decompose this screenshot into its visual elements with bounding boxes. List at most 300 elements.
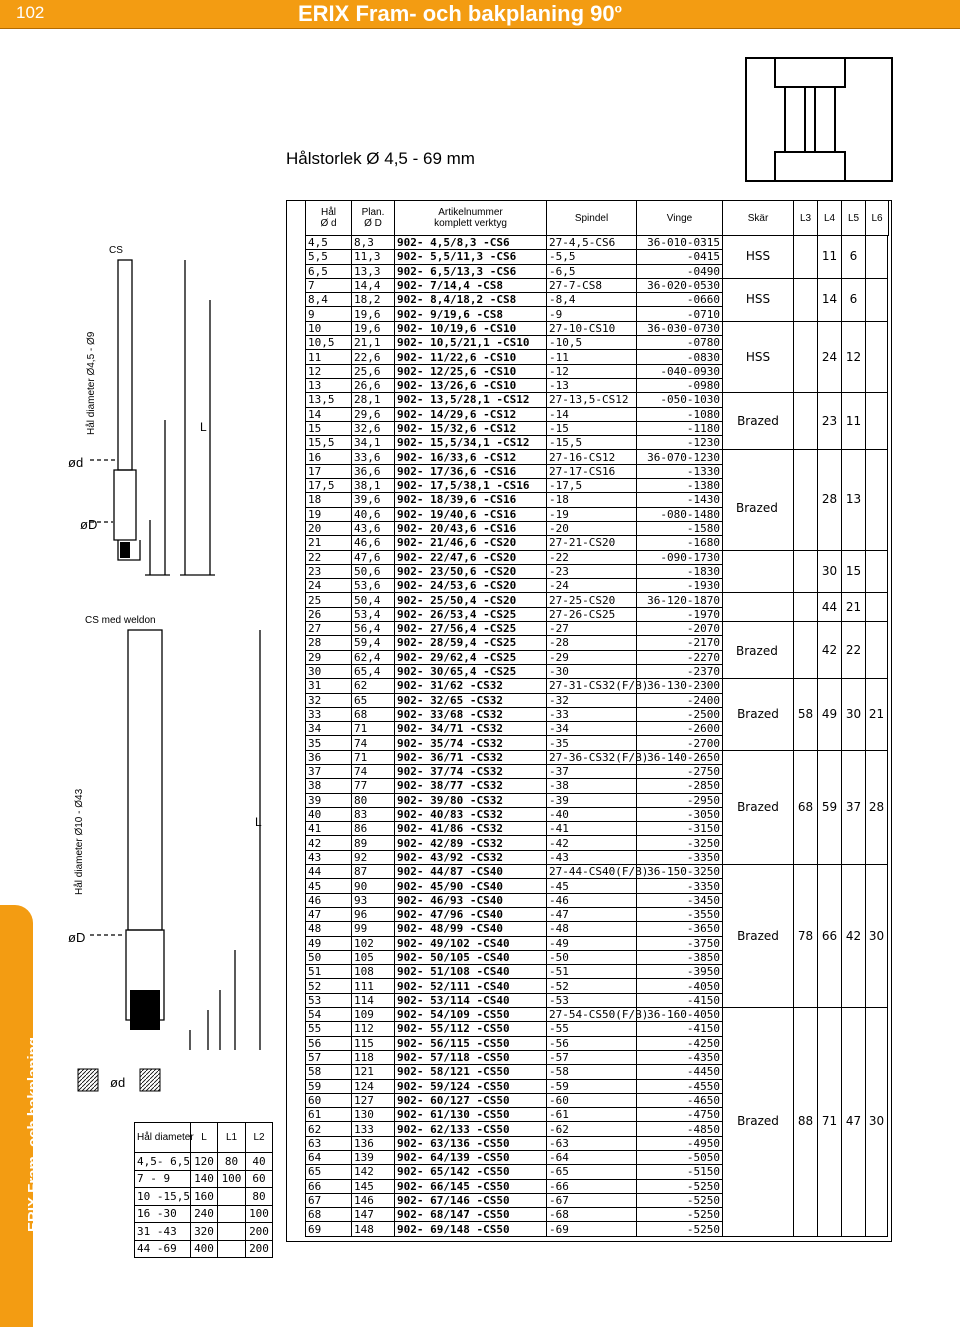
article-number-cell: 902- 31/62 -CS32	[395, 679, 547, 693]
hole-diameter-cell: 13,5	[306, 393, 352, 407]
page-number: 102	[16, 3, 45, 22]
article-table	[305, 235, 888, 1237]
label-od-2: ød	[110, 1075, 126, 1090]
vinge-cell: -1680	[637, 536, 723, 550]
l6-cell	[866, 550, 888, 593]
plan-diameter-cell: 133	[352, 1122, 395, 1136]
header-hal: Hål Ø d	[306, 201, 352, 235]
spindel-cell: -33	[547, 707, 637, 721]
hole-diameter-cell: 12	[306, 364, 352, 378]
length-cell: 160	[191, 1188, 218, 1206]
article-number-cell: 902- 20/43,6 -CS16	[395, 521, 547, 535]
bore-section-drawing	[78, 1067, 164, 1098]
hole-diameter-cell: 6,5	[306, 264, 352, 278]
spindel-cell: 27-13,5-CS12	[547, 393, 637, 407]
main-table-header	[305, 200, 889, 236]
spindel-cell: -18	[547, 493, 637, 507]
plan-diameter-cell: 96	[352, 907, 395, 921]
article-number-cell: 902- 13,5/28,1 -CS12	[395, 393, 547, 407]
header-l3: L3	[794, 201, 818, 235]
spindel-cell: -34	[547, 722, 637, 736]
vinge-cell: -2600	[637, 722, 723, 736]
hole-diameter-cell: 32	[306, 693, 352, 707]
article-number-cell: 902- 38/77 -CS32	[395, 779, 547, 793]
hole-diameter-cell: 28	[306, 636, 352, 650]
article-number-cell: 902- 10/19,6 -CS10	[395, 321, 547, 335]
hole-diameter-cell: 44	[306, 865, 352, 879]
spindel-cell: 27-26-CS25	[547, 607, 637, 621]
plan-diameter-cell: 65,4	[352, 664, 395, 678]
vinge-cell: -4150	[637, 993, 723, 1007]
l3-cell	[794, 236, 818, 279]
skar-cell: HSS	[723, 321, 794, 392]
vinge-cell: 36-120-1870	[637, 593, 723, 607]
article-number-cell: 902- 67/146 -CS50	[395, 1193, 547, 1207]
plan-diameter-cell: 71	[352, 750, 395, 764]
l4-cell: 14	[818, 278, 842, 321]
length-cell: 40	[246, 1153, 273, 1171]
vinge-cell: -1380	[637, 479, 723, 493]
label-cs: CS	[109, 245, 123, 256]
article-number-cell: 902- 68/147 -CS50	[395, 1208, 547, 1222]
plan-diameter-cell: 136	[352, 1136, 395, 1150]
length-cell: 140	[191, 1170, 218, 1188]
l5-cell: 6	[842, 278, 866, 321]
hole-diameter-cell: 19	[306, 507, 352, 521]
l4-cell: 71	[818, 1008, 842, 1237]
plan-diameter-cell: 53,4	[352, 607, 395, 621]
size-range-title: Hålstorlek Ø 4,5 - 69 mm	[286, 149, 475, 168]
plan-diameter-cell: 53,6	[352, 579, 395, 593]
article-number-cell: 902- 36/71 -CS32	[395, 750, 547, 764]
table-row	[135, 1223, 273, 1241]
spindel-cell: -29	[547, 650, 637, 664]
hole-diameter-cell: 35	[306, 736, 352, 750]
article-number-cell: 902- 12/25,6 -CS10	[395, 364, 547, 378]
spindel-cell: -65	[547, 1165, 637, 1179]
skar-cell: Brazed	[723, 393, 794, 450]
l6-cell	[866, 278, 888, 321]
vinge-cell: -4850	[637, 1122, 723, 1136]
hole-diameter-cell: 65	[306, 1165, 352, 1179]
article-number-cell: 902- 33/68 -CS32	[395, 707, 547, 721]
spindel-cell: -10,5	[547, 336, 637, 350]
plan-diameter-cell: 21,1	[352, 336, 395, 350]
hole-diameter-cell: 49	[306, 936, 352, 950]
plan-diameter-cell: 13,3	[352, 264, 395, 278]
hole-diameter-cell: 40	[306, 807, 352, 821]
vinge-cell: -4950	[637, 1136, 723, 1150]
vinge-cell: -3350	[637, 879, 723, 893]
plan-diameter-cell: 127	[352, 1093, 395, 1107]
article-number-cell: 902- 18/39,6 -CS16	[395, 493, 547, 507]
spindel-cell: -6,5	[547, 264, 637, 278]
hole-diameter-cell: 29	[306, 650, 352, 664]
article-number-cell: 902- 50/105 -CS40	[395, 950, 547, 964]
vinge-cell: -0660	[637, 293, 723, 307]
spindel-cell: -60	[547, 1093, 637, 1107]
l3-cell	[794, 393, 818, 450]
l3-cell	[794, 550, 818, 593]
length-cell: 200	[246, 1240, 273, 1258]
length-cell: 60	[246, 1170, 273, 1188]
l5-cell: 30	[842, 679, 866, 750]
hole-diameter-cell: 15	[306, 421, 352, 435]
vinge-cell: -4450	[637, 1065, 723, 1079]
article-number-cell: 902- 30/65,4 -CS25	[395, 664, 547, 678]
page-header	[0, 0, 960, 29]
vinge-cell: -2070	[637, 622, 723, 636]
plan-diameter-cell: 108	[352, 965, 395, 979]
article-number-cell: 902- 8,4/18,2 -CS8	[395, 293, 547, 307]
spindel-cell: -55	[547, 1022, 637, 1036]
hole-diameter-cell: 36	[306, 750, 352, 764]
vinge-cell: -1930	[637, 579, 723, 593]
article-number-cell: 902- 60/127 -CS50	[395, 1093, 547, 1107]
article-number-cell: 902- 23/50,6 -CS20	[395, 564, 547, 578]
l4-cell: 59	[818, 750, 842, 864]
vinge-cell: -4550	[637, 1079, 723, 1093]
plan-diameter-cell: 89	[352, 836, 395, 850]
l3-cell	[794, 622, 818, 679]
vinge-cell: -5150	[637, 1165, 723, 1179]
vinge-cell: -0830	[637, 350, 723, 364]
skar-label: Brazed	[736, 644, 778, 659]
hole-diameter-cell: 51	[306, 965, 352, 979]
plan-diameter-cell: 36,6	[352, 464, 395, 478]
vinge-cell: -5250	[637, 1222, 723, 1236]
skar-cell	[723, 593, 794, 622]
length-cell: 240	[191, 1205, 218, 1223]
plan-diameter-cell: 111	[352, 979, 395, 993]
vinge-cell: 36-130-2300	[637, 679, 723, 693]
hole-diameter-cell: 55	[306, 1022, 352, 1036]
l6-cell	[866, 622, 888, 679]
l5-cell: 15	[842, 550, 866, 593]
article-number-cell: 902- 63/136 -CS50	[395, 1136, 547, 1150]
vinge-cell: 36-140-2650	[637, 750, 723, 764]
table-row	[306, 393, 888, 407]
spindel-cell: -62	[547, 1122, 637, 1136]
vinge-cell: -4750	[637, 1108, 723, 1122]
plan-diameter-cell: 26,6	[352, 378, 395, 392]
length-cell: 80	[218, 1153, 246, 1171]
hole-diameter-cell: 48	[306, 922, 352, 936]
plan-diameter-cell: 19,6	[352, 321, 395, 335]
plan-diameter-cell: 92	[352, 850, 395, 864]
label-oD-2: øD	[68, 930, 86, 945]
spindel-cell: 27-17-CS16	[547, 464, 637, 478]
spindel-cell: -40	[547, 807, 637, 821]
hole-diameter-cell: 45	[306, 879, 352, 893]
table-row	[306, 679, 888, 693]
vinge-cell: -2850	[637, 779, 723, 793]
vinge-cell: -0710	[637, 307, 723, 321]
hole-diameter-cell: 21	[306, 536, 352, 550]
vinge-cell: 36-030-0730	[637, 321, 723, 335]
vinge-cell: -1830	[637, 564, 723, 578]
vinge-cell: -090-1730	[637, 550, 723, 564]
skar-cell: Brazed	[723, 679, 794, 750]
spindel-cell: -17,5	[547, 479, 637, 493]
vinge-cell: -2950	[637, 793, 723, 807]
table-row	[135, 1153, 273, 1171]
length-header-cell: Hål diameter	[135, 1123, 191, 1153]
l4-cell: 66	[818, 865, 842, 1008]
article-number-cell: 902- 15/32,6 -CS12	[395, 421, 547, 435]
l4-cell: 42	[818, 622, 842, 679]
length-cell: 80	[246, 1188, 273, 1206]
article-number-cell: 902- 17/36,6 -CS16	[395, 464, 547, 478]
article-number-cell: 902- 32/65 -CS32	[395, 693, 547, 707]
article-number-cell: 902- 64/139 -CS50	[395, 1151, 547, 1165]
l3-cell: 78	[794, 865, 818, 1008]
spindel-cell: -32	[547, 693, 637, 707]
hole-diameter-cell: 17	[306, 464, 352, 478]
article-number-cell: 902- 29/62,4 -CS25	[395, 650, 547, 664]
plan-diameter-cell: 25,6	[352, 364, 395, 378]
plan-diameter-cell: 62,4	[352, 650, 395, 664]
hole-diameter-cell: 24	[306, 579, 352, 593]
plan-diameter-cell: 139	[352, 1151, 395, 1165]
hole-diameter-cell: 10	[306, 321, 352, 335]
spindel-cell: -46	[547, 893, 637, 907]
article-number-cell: 902- 34/71 -CS32	[395, 722, 547, 736]
hole-diameter-cell: 43	[306, 850, 352, 864]
hole-diameter-cell: 13	[306, 378, 352, 392]
article-number-cell: 902- 59/124 -CS50	[395, 1079, 547, 1093]
plan-diameter-cell: 68	[352, 707, 395, 721]
spindel-cell: -14	[547, 407, 637, 421]
plan-diameter-cell: 105	[352, 950, 395, 964]
hole-diameter-cell: 17,5	[306, 479, 352, 493]
l5-cell: 21	[842, 593, 866, 622]
spindel-cell: -66	[547, 1179, 637, 1193]
length-cell: 44 -69	[135, 1240, 191, 1258]
plan-diameter-cell: 77	[352, 779, 395, 793]
plan-diameter-cell: 130	[352, 1108, 395, 1122]
hole-diameter-cell: 39	[306, 793, 352, 807]
l5-cell: 6	[842, 236, 866, 279]
table-row	[135, 1205, 273, 1223]
article-number-cell: 902- 11/22,6 -CS10	[395, 350, 547, 364]
l6-cell: 21	[866, 679, 888, 750]
vinge-cell: -1430	[637, 493, 723, 507]
spindel-cell: -53	[547, 993, 637, 1007]
hole-diameter-cell: 18	[306, 493, 352, 507]
article-number-cell: 902- 55/112 -CS50	[395, 1022, 547, 1036]
hole-diameter-cell: 31	[306, 679, 352, 693]
l4-cell: 24	[818, 321, 842, 392]
hole-diameter-cell: 8,4	[306, 293, 352, 307]
spindel-cell: 27-7-CS8	[547, 278, 637, 292]
spindel-cell: -59	[547, 1079, 637, 1093]
spindel-cell: 27-25-CS20	[547, 593, 637, 607]
hole-diameter-cell: 34	[306, 722, 352, 736]
length-cell	[218, 1223, 246, 1241]
header-artikel: Artikelnummer komplett verktyg	[395, 201, 547, 235]
spindel-cell: -42	[547, 836, 637, 850]
article-number-cell: 902- 9/19,6 -CS8	[395, 307, 547, 321]
header-l6: L6	[871, 212, 883, 224]
spindel-cell: -22	[547, 550, 637, 564]
hole-diameter-cell: 38	[306, 779, 352, 793]
vinge-cell: -3250	[637, 836, 723, 850]
label-od-1: ød	[68, 455, 84, 470]
plan-diameter-cell: 115	[352, 1036, 395, 1050]
spindel-cell: -9	[547, 307, 637, 321]
vinge-cell: -2270	[637, 650, 723, 664]
length-cell: 200	[246, 1223, 273, 1241]
l3-cell	[794, 278, 818, 321]
plan-diameter-cell: 56,4	[352, 622, 395, 636]
hole-diameter-cell: 26	[306, 607, 352, 621]
skar-cell: HSS	[723, 236, 794, 279]
spindel-cell: -69	[547, 1222, 637, 1236]
length-table-header	[135, 1123, 273, 1153]
spindel-cell: -15,5	[547, 436, 637, 450]
table-row	[306, 1008, 888, 1022]
l4-cell: 44	[818, 593, 842, 622]
hole-diameter-cell: 9	[306, 307, 352, 321]
spindel-cell: -64	[547, 1151, 637, 1165]
hole-diameter-cell: 30	[306, 664, 352, 678]
hole-diameter-cell: 23	[306, 564, 352, 578]
vinge-cell: -2700	[637, 736, 723, 750]
l3-cell: 58	[794, 679, 818, 750]
plan-diameter-cell: 39,6	[352, 493, 395, 507]
table-row	[306, 450, 888, 464]
article-number-cell: 902- 5,5/11,3 -CS6	[395, 250, 547, 264]
article-number-cell: 902- 25/50,4 -CS20	[395, 593, 547, 607]
hole-diameter-cell: 20	[306, 521, 352, 535]
l4-cell: 49	[818, 679, 842, 750]
vinge-cell: -2750	[637, 764, 723, 778]
page-title: ERIX Fram- och bakplaning 90$^o$	[298, 1, 622, 26]
spindel-cell: 27-10-CS10	[547, 321, 637, 335]
table-row	[135, 1170, 273, 1188]
spindel-cell: 27-54-CS50(F/B)	[547, 1008, 637, 1022]
vinge-cell: -3650	[637, 922, 723, 936]
hole-diameter-cell: 25	[306, 593, 352, 607]
table-row	[306, 236, 888, 250]
hole-diameter-cell: 46	[306, 893, 352, 907]
table-row	[306, 278, 888, 292]
vinge-cell: -1970	[637, 607, 723, 621]
article-number-cell: 902- 45/90 -CS40	[395, 879, 547, 893]
article-number-cell: 902- 48/99 -CS40	[395, 922, 547, 936]
vinge-cell: -4250	[637, 1036, 723, 1050]
length-cell: 320	[191, 1223, 218, 1241]
plan-diameter-cell: 62	[352, 679, 395, 693]
spindel-cell: -51	[547, 965, 637, 979]
vinge-cell: -5250	[637, 1208, 723, 1222]
header-skar: Skär	[723, 201, 794, 235]
header-vinge: Vinge	[637, 201, 723, 235]
hole-diameter-cell: 67	[306, 1193, 352, 1207]
vinge-cell: -2500	[637, 707, 723, 721]
article-number-cell: 902- 17,5/38,1 -CS16	[395, 479, 547, 493]
plan-diameter-cell: 93	[352, 893, 395, 907]
length-cell: 31 -43	[135, 1223, 191, 1241]
vinge-cell: -1080	[637, 407, 723, 421]
spindel-cell: -50	[547, 950, 637, 964]
article-number-cell: 902- 24/53,6 -CS20	[395, 579, 547, 593]
l6-cell	[866, 321, 888, 392]
plan-diameter-cell: 90	[352, 879, 395, 893]
header-l5: L5	[842, 201, 866, 235]
vinge-cell: -3050	[637, 807, 723, 821]
hole-diameter-cell: 58	[306, 1065, 352, 1079]
hole-diameter-cell: 33	[306, 707, 352, 721]
l3-cell	[794, 321, 818, 392]
l5-cell: 22	[842, 622, 866, 679]
article-number-cell: 902- 37/74 -CS32	[395, 764, 547, 778]
l5-cell: 47	[842, 1008, 866, 1237]
vinge-cell: -1180	[637, 421, 723, 435]
vinge-cell: -1330	[637, 464, 723, 478]
vinge-cell: -2400	[637, 693, 723, 707]
label-range-1: Hål diameter Ø4,5 - Ø9	[86, 331, 97, 435]
hole-diameter-cell: 52	[306, 979, 352, 993]
plan-diameter-cell: 109	[352, 1008, 395, 1022]
plan-diameter-cell: 29,6	[352, 407, 395, 421]
spindel-cell: 27-44-CS40(F/B)	[547, 865, 637, 879]
side-tab-label: ERIX Fram- och bakplaning	[25, 1036, 42, 1232]
plan-diameter-cell: 50,6	[352, 564, 395, 578]
l5-cell: 12	[842, 321, 866, 392]
table-row	[306, 750, 888, 764]
hole-diameter-cell: 59	[306, 1079, 352, 1093]
skar-cell	[723, 450, 794, 550]
l4-cell: 11	[818, 236, 842, 279]
vinge-cell: -5250	[637, 1193, 723, 1207]
article-number-cell: 902- 13/26,6 -CS10	[395, 378, 547, 392]
plan-diameter-cell: 146	[352, 1193, 395, 1207]
vinge-cell: -080-1480	[637, 507, 723, 521]
spindel-cell: -58	[547, 1065, 637, 1079]
article-number-cell: 902- 40/83 -CS32	[395, 807, 547, 821]
spindel-cell: -61	[547, 1108, 637, 1122]
spindel-cell: -49	[547, 936, 637, 950]
spindel-cell: -23	[547, 564, 637, 578]
hole-diameter-cell: 68	[306, 1208, 352, 1222]
skar-cell: Brazed	[723, 750, 794, 864]
vinge-cell: 36-160-4050	[637, 1008, 723, 1022]
l6-cell	[866, 450, 888, 550]
article-number-cell: 902- 49/102 -CS40	[395, 936, 547, 950]
plan-diameter-cell: 65	[352, 693, 395, 707]
spindel-cell: -68	[547, 1208, 637, 1222]
article-number-cell: 902- 21/46,6 -CS20	[395, 536, 547, 550]
vinge-cell: -2170	[637, 636, 723, 650]
table-row	[306, 321, 888, 335]
article-number-cell: 902- 19/40,6 -CS16	[395, 507, 547, 521]
article-number-cell: 902- 57/118 -CS50	[395, 1050, 547, 1064]
article-number-cell: 902- 46/93 -CS40	[395, 893, 547, 907]
skar-cell: Brazed	[723, 1008, 794, 1237]
hole-diameter-cell: 66	[306, 1179, 352, 1193]
length-cell: 400	[191, 1240, 218, 1258]
spindel-cell: -27	[547, 622, 637, 636]
vinge-cell: -3550	[637, 907, 723, 921]
plan-diameter-cell: 99	[352, 922, 395, 936]
article-number-cell: 902- 26/53,4 -CS25	[395, 607, 547, 621]
hole-diameter-cell: 27	[306, 622, 352, 636]
table-row	[306, 550, 888, 564]
length-table	[134, 1122, 273, 1258]
header-l4: L4	[818, 201, 842, 235]
